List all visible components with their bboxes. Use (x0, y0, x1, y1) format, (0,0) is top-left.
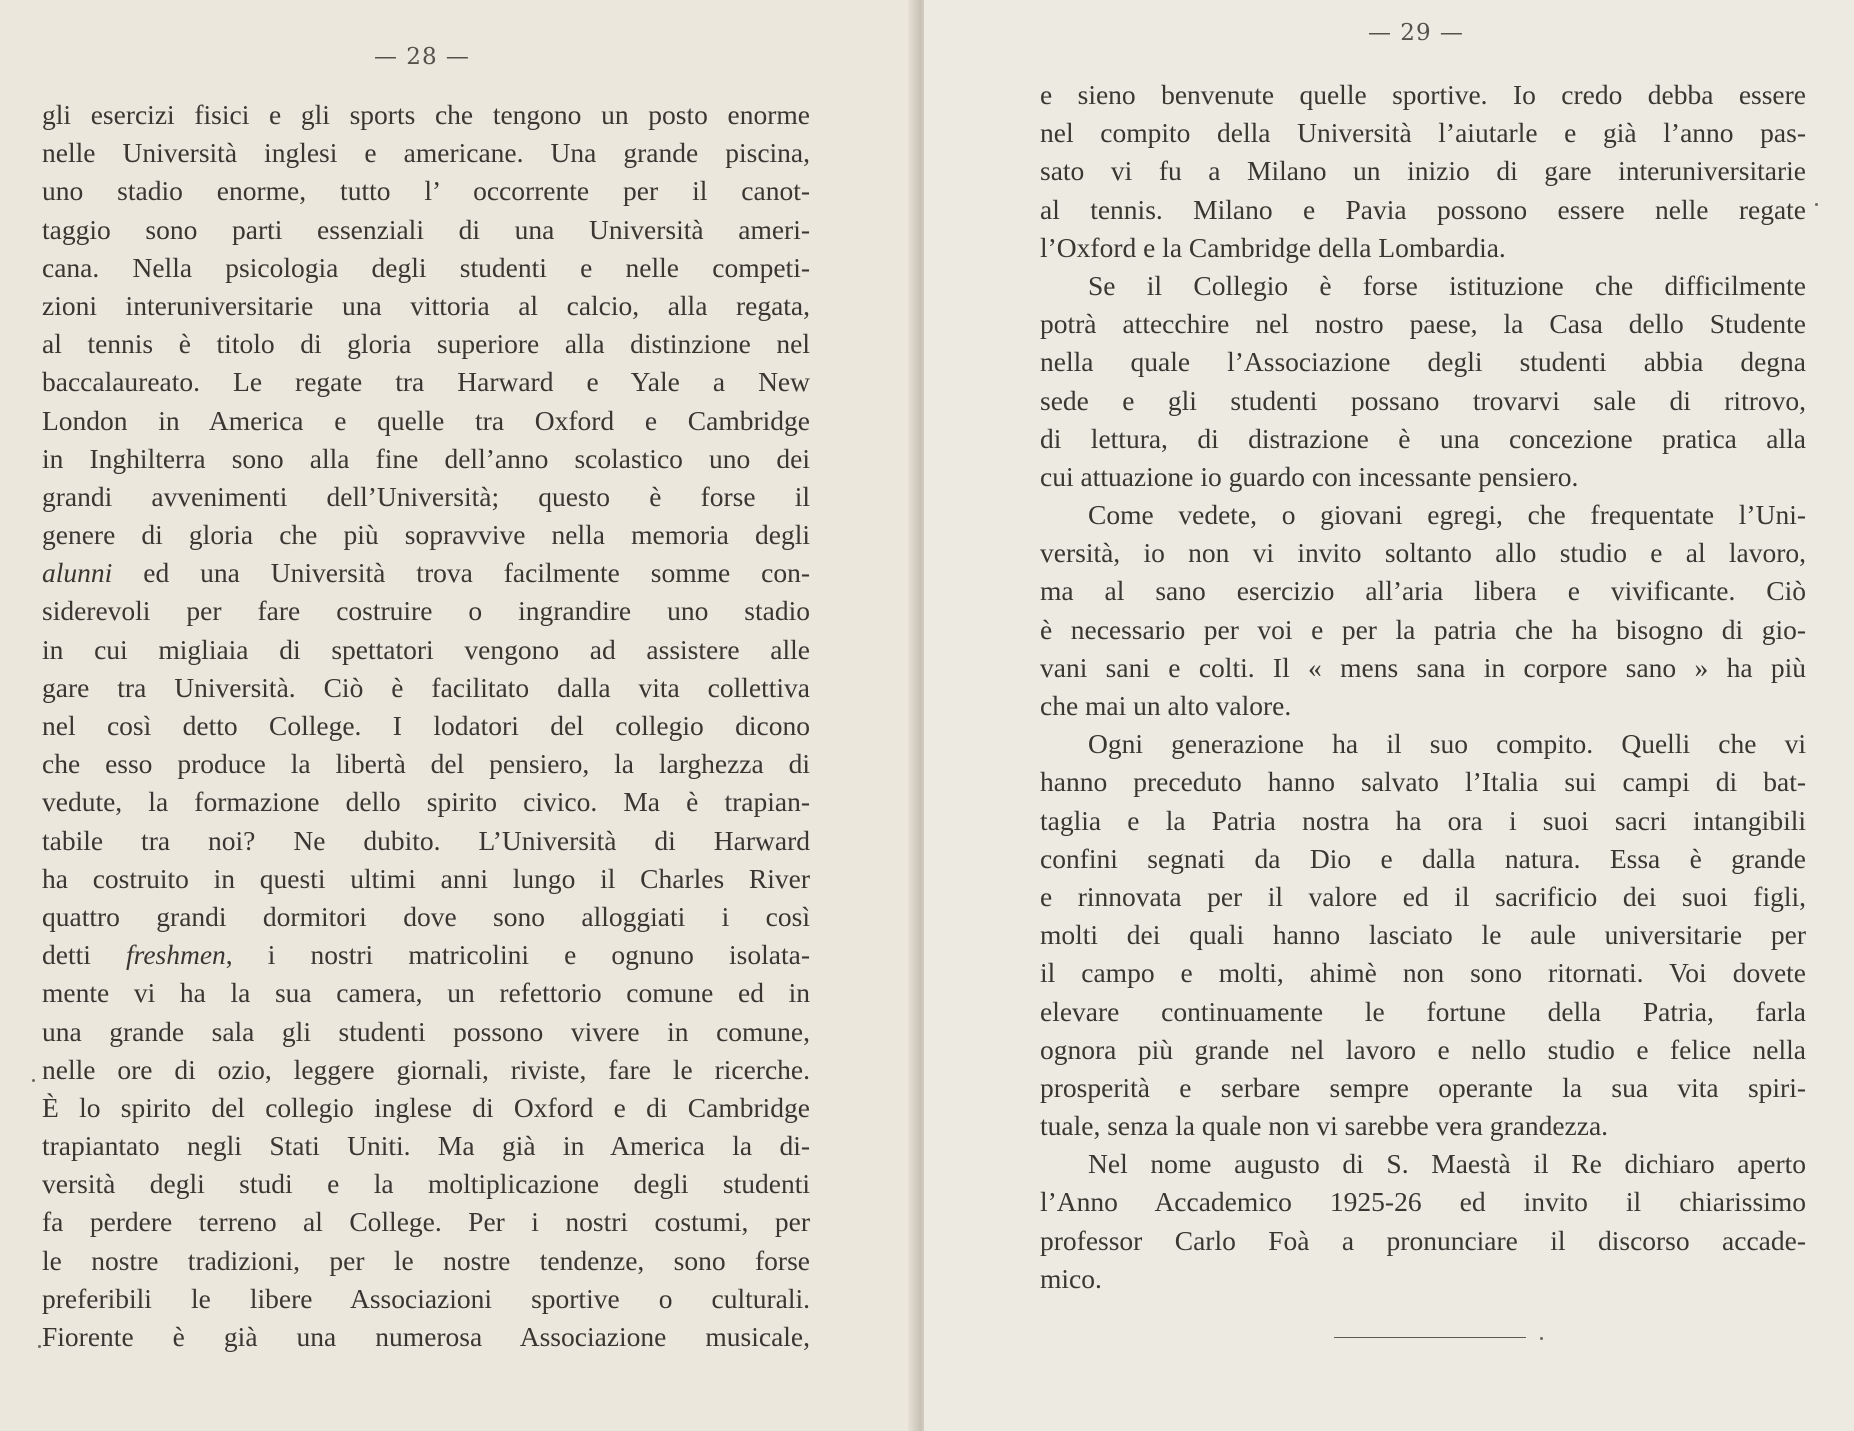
text-line: tabile tra noi? Ne dubito. L’Università di Harward (42, 824, 810, 856)
text-line: professor Carlo Foà a pronunciare il discorso accade- (1040, 1224, 1806, 1256)
text-line: grandi avvenimenti dell’Università; questo è forse il (42, 480, 810, 512)
text-line: ma al sano esercizio all’aria libera e vivificante. Ciò (1040, 575, 1806, 607)
text-line: potrà attecchire nel nostro paese, la Casa dello Studente (1040, 308, 1806, 340)
text-line: sato vi fu a Milano un inizio di gare interuniversitarie (1040, 155, 1806, 187)
right-page (924, 0, 1854, 1431)
text-line: nel così detto College. I lodatori del collegio dicono (42, 710, 810, 741)
text-line: e sieno benvenute quelle sportive. Io credo debba essere (1040, 79, 1806, 110)
text-line: zioni interuniversitarie una vittoria al calcio, alla regata, (42, 289, 810, 321)
text-line: in cui migliaia di spettatori vengono ad assistere alle (42, 633, 810, 665)
text-line: al tennis. Milano e Pavia possono essere nelle regate (1040, 193, 1806, 225)
text-line: l’Anno Accademico 1925-26 ed invito il chiarissimo (1040, 1186, 1806, 1218)
margin-speck (38, 1345, 41, 1348)
text-line: nelle Università inglesi e americane. Una grande piscina, (42, 137, 810, 169)
text-line: quattro grandi dormitori dove sono alloggiati i così (42, 900, 810, 932)
text-line: confini segnati da Dio e dalla natura. Essa è grande (1040, 842, 1806, 874)
text-line: nel compito della Università l’aiutarle e già l’anno pas- (1040, 117, 1806, 149)
text-line: il campo e molti, ahimè non sono ritornati. Voi dovete (1040, 957, 1806, 989)
text-line: gli esercizi fisici e gli sports che tengono un posto enorme (42, 99, 810, 130)
text-line: detti freshmen, i nostri matricolini e ognuno isolata- (42, 939, 810, 971)
text-line: Ogni generazione ha il suo compito. Quelli che vi (1088, 728, 1806, 760)
text-line: È lo spirito del collegio inglese di Oxford e di Cambridge (42, 1091, 810, 1123)
text-line: fa perdere terreno al College. Per i nostri costumi, per (42, 1206, 810, 1238)
italic-word: alunni (42, 557, 113, 589)
right-page-text (1040, 76, 1806, 1298)
text-line: sede e gli studenti possano trovarvi sale di ritrovo, (1040, 384, 1806, 416)
text-line: ha costruito in questi ultimi anni lungo il Charles River (42, 862, 810, 894)
left-page-text (42, 96, 810, 1356)
page-number-right: — 29 — (1368, 20, 1464, 46)
text-line: che mai un alto valore. (1040, 690, 1292, 721)
text-line: Se il Collegio è forse istituzione che difficilmente (1088, 269, 1806, 301)
margin-speck (1815, 203, 1818, 206)
text-line: le nostre tradizioni, per le nostre tendenze, sono forse (42, 1244, 810, 1276)
text-line: e rinnovata per il valore ed il sacrificio dei suoi figli, (1040, 880, 1806, 912)
text-line: Fiorente è già una numerosa Associazione musicale, (42, 1321, 810, 1352)
text-line: versità, io non vi invito soltanto allo studio e al lavoro, (1040, 537, 1806, 569)
text-line: ognora più grande nel lavoro e nello studio e felice nella (1040, 1033, 1806, 1065)
text-line: preferibili le libere Associazioni sportive o culturali. (42, 1282, 810, 1314)
text-line: genere di gloria che più sopravvive nella memoria degli (42, 519, 810, 551)
text-line: mico. (1040, 1262, 1102, 1294)
text-line: London in America e quelle tra Oxford e Cambridge (42, 404, 810, 436)
left-page (0, 0, 918, 1431)
text-line: nelle ore di ozio, leggere giornali, riviste, fare le ricerche. (42, 1053, 810, 1085)
text-line: taggio sono parti essenziali di una Università ameri- (42, 213, 810, 245)
text-line: versità degli studi e la moltiplicazione degli studenti (42, 1168, 810, 1200)
text-line: uno stadio enorme, tutto l’ occorrente per il canot- (42, 175, 810, 207)
text-line: di lettura, di distrazione è una concezione pratica alla (1040, 422, 1806, 454)
text-line: è necessario per voi e per la patria che ha bisogno di gio- (1040, 613, 1806, 645)
text-line: elevare continuamente le fortune della Patria, farla (1040, 995, 1806, 1027)
text-line: siderevoli per fare costruire o ingrandire uno stadio (42, 595, 810, 627)
text-line: Come vedete, o giovani egregi, che frequentate l’Uni- (1088, 499, 1806, 531)
margin-speck (32, 1079, 35, 1082)
text-line: che esso produce la libertà del pensiero, la larghezza di (42, 748, 810, 780)
text-line: Nel nome augusto di S. Maestà il Re dichiaro aperto (1088, 1148, 1806, 1180)
text-line: tuale, senza la quale non vi sarebbe vera grandezza. (1040, 1110, 1609, 1142)
text-line: molti dei quali hanno lasciato le aule universitarie per (1040, 919, 1806, 951)
text-line: hanno preceduto hanno salvato l’Italia sui campi di bat- (1040, 766, 1806, 798)
text-line: al tennis è titolo di gloria superiore alla distinzione nel (42, 328, 810, 360)
text-line: l’Oxford e la Cambridge della Lombardia. (1040, 231, 1506, 263)
text-line: trapiantato negli Stati Uniti. Ma già in America la di- (42, 1130, 810, 1162)
text-line: gare tra Università. Ciò è facilitato dalla vita collettiva (42, 671, 810, 703)
closing-rule (1334, 1337, 1526, 1338)
text-line: vedute, la formazione dello spirito civico. Ma è trapian- (42, 786, 810, 818)
text-line: alunni ed una Università trova facilmente somme con- (42, 557, 810, 589)
italic-word: freshmen (126, 939, 226, 971)
text-line: una grande sala gli studenti possono vivere in comune, (42, 1015, 810, 1047)
text-line: prosperità e serbare sempre operante la sua vita spiri- (1040, 1071, 1806, 1103)
text-line: mente vi ha la sua camera, un refettorio comune ed in (42, 977, 810, 1009)
text-line: baccalaureato. Le regate tra Harward e Yale a New (42, 366, 810, 398)
page-number-left: — 28 — (374, 44, 470, 70)
text-line: vani sani e colti. Il « mens sana in corpore sano » ha più (1040, 651, 1806, 683)
text-line: cui attuazione io guardo con incessante pensiero. (1040, 460, 1579, 492)
text-line: nella quale l’Associazione degli studenti abbia degna (1040, 346, 1806, 378)
text-line: taglia e la Patria nostra ha ora i suoi sacri intangibili (1040, 804, 1806, 836)
closing-dot (1540, 1337, 1543, 1340)
text-line: in Inghilterra sono alla fine dell’anno scolastico uno dei (42, 442, 810, 474)
text-line: cana. Nella psicologia degli studenti e nelle competi- (42, 251, 810, 283)
